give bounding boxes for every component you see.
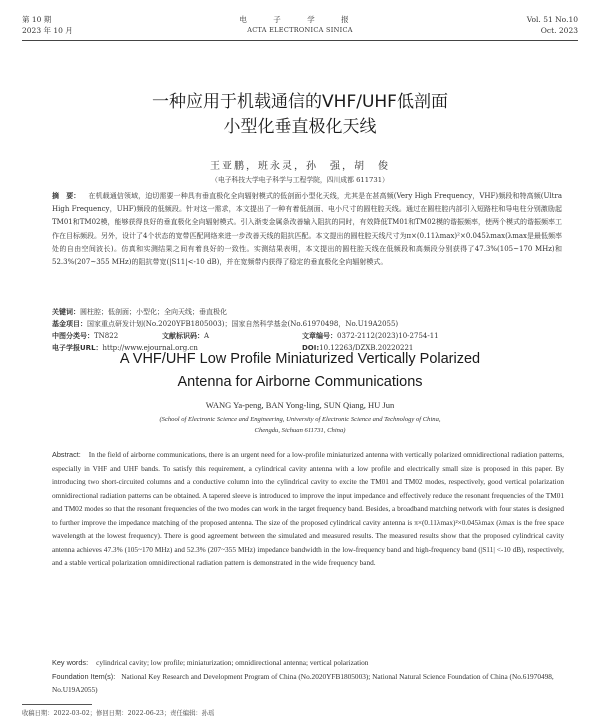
url-label: 电子学报URL： [52,344,103,352]
article-no-value: 0372-2112(2023)10-2754-11 [337,332,439,340]
abstract-en-label: Abstract: [52,450,81,459]
article-no-label: 文章编号： [302,332,337,340]
keywords-en-text: cylindrical cavity; low profile; miniaturization; omnidirectional antenna; vertical polarization [96,658,369,667]
keywords-en [52,657,570,669]
abstract-en-text: In the field of airborne communications, there is an urgent need for a low-profile miniaturized antenna with vertically polarized omnidirectional radiation patterns, especially in VHF and UHF bands. To satisfy this requirement, a cylindrical cavity antenna with a low profile and electrically small size is proposed in this paper. By introducing two short-circuited columns and a conductive column into the cylindrical cavity to excite the TM01 and TM02 modes, respectively, good vertical polarization omnidirectional radiation patterns can be obtained. A tapered sleeve is introduced to improve the input impedance and effectively reduce the resonant frequencies of the TM01 and TM02 modes so that the resonant frequencies of the two modes can work in the target frequency band. Besides, a broadband matching network with four states is designed to further improve the impedance matching of the proposed antenna. The size of the proposed cylindrical cavity antenna is π×(0.11λmax)²×0.045λmax (λmax is the free space wavelength at the lowest frequency). There is good agreement between the simulated and measured results. The measured results show that the proposed cylindrical cavity antenna achieves 47.3% (105~170 MHz) and 52.3% (207~355 MHz) impedance bandwidth in the low-frequency band and high-frequency band (|S11| <-10 dB), respectively, and a stable vertical polarization omnidirectional radiation pattern is demonstrated in the wide frequency band. [52,450,564,568]
affiliation-en-line-2: Chengdu, Sichuan 611731, China) [254,427,346,434]
abstract-cn-label: 摘 要： [52,192,81,200]
title-en-line-2: Antenna for Airborne Communications [177,374,423,390]
page-title-en [0,348,600,394]
affiliation-en-line-1: (School of Electronic Science and Engineering, University of Electronic Science and Technology of China, [159,416,441,423]
fund-en-text: National Key Research and Development Program of China (No.2020YFB1805003); National Natural Science Foundation of China (No.61970498, No.U19A2055) [52,672,554,694]
authors-en: WANG Ya-peng, BAN Yong-ling, SUN Qiang, HU Jun [205,400,395,410]
fund-cn-text: 国家重点研发计划(No.2020YFB1805003)；国家自然科学基金(No.61970498，No.U19A2055) [87,320,399,328]
keywords-en-label: Key words: [52,658,89,667]
doc-code-cell [162,330,209,342]
classification-row [52,330,570,342]
fund-en-label: Foundation Item(s): [52,672,116,681]
authors-cn: 王亚鹏，班永灵，孙 强，胡 俊 [210,161,390,172]
volume-number: Vol. 51 No.10 [526,15,578,24]
clc-value: TN822 [94,332,119,340]
keywords-cn [52,306,570,318]
footnote-divider [22,704,92,705]
keywords-cn-label: 关键词： [52,308,80,316]
abstract-cn [52,190,562,269]
affiliation-cn: （电子科技大学电子科学与工程学院，四川成都 611731） [211,176,389,184]
journal-url[interactable]: http://www.ejournal.org.cn [102,344,198,352]
abstract-en [52,448,564,570]
fund-cn-label: 基金项目： [52,320,87,328]
received-date-footnote: 收稿日期：2022-03-02；修回日期：2022-06-23；责任编辑：孙瑶 [22,710,215,717]
doi-value[interactable]: 10.12263/DZXB.20220221 [319,344,414,352]
doc-code-label: 文献标识码： [162,332,204,340]
doi-label: DOI: [302,344,320,352]
fund-en [52,670,564,696]
abstract-cn-text: 在机载通信领域，迫切需要一种具有垂直极化全向辐射模式的低剖面小型化天线，尤其是在甚高频(Very High Frequency，VHF)频段和特高频(Ultra High Frequency，UHF)频段的低频段。针对这一需求，本文提出了一种有着低剖面、电小尺寸的圆柱腔天线。通过在圆柱腔内部引入短路柱和导电柱分别激励起TM01和TM02模，能够获得良好的垂直极化全向辐射模式。引入渐变金属条改善输入阻抗的同时，有效降低TM01和TM02模的谐振频率，使两个模式的谐振频率工作在目标频段。另外，设计了4个状态的宽带匹配网络来进一步改善天线的阻抗匹配。本文提出的圆柱腔天线尺寸为π×(0.11λmax)²×0.045λmax(λmax是最低频率处的自由空间波长)。仿真和实测结果之间有着良好的一致性。实测结果表明，本文提出的圆柱腔天线在低频段和高频段分别获得了47.3%(105~170 MHz)和52.3%(207~355 MHz)的阻抗带宽(|S11|<-10 dB)，并在宽频带内获得了稳定的垂直极化全向辐射模式。 [52,192,562,267]
clc-label: 中图分类号： [52,332,94,340]
article-no-cell [302,330,439,342]
journal-name-en: ACTA ELECTRONICA SINICA [247,26,353,34]
running-header [22,14,578,40]
header-center [22,14,578,36]
journal-name-cn: 电 子 学 报 [239,15,361,24]
title-en-line-1: A VHF/UHF Low Profile Miniaturized Vertically Polarized [119,351,481,367]
header-right [527,14,578,36]
issue-date: 2023 年 10 月 [22,26,73,35]
keywords-cn-text: 圆柱腔；低剖面；小型化；全向天线；垂直极化 [80,308,227,316]
page-title-cn [0,90,600,140]
fund-cn [52,318,570,330]
issue-date-en: Oct. 2023 [540,26,578,35]
title-cn-line-1: 一种应用于机载通信的VHF/UHF低剖面 [152,92,448,112]
issue-number: 第 10 期 [22,15,52,24]
title-cn-line-2: 小型化垂直极化天线 [223,117,377,137]
clc-cell [52,330,118,342]
doc-code-value: A [204,332,210,340]
header-divider [22,40,578,41]
affiliation-en [60,414,540,436]
